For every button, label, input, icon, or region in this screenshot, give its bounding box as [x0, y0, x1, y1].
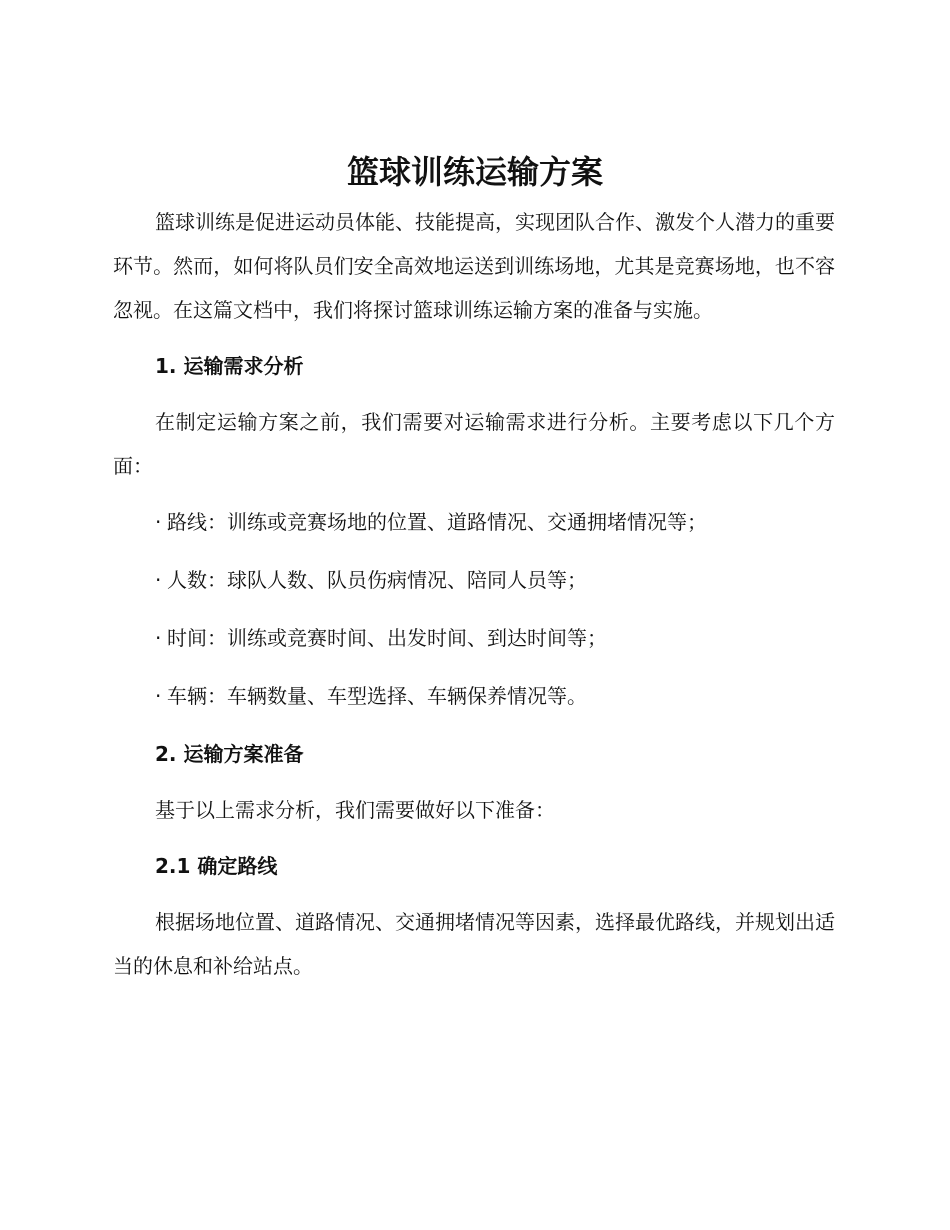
bullet-dot: · — [155, 684, 162, 708]
document-body — [113, 200, 835, 1000]
section-2-paragraph: 基于以上需求分析，我们需要做好以下准备： — [155, 798, 555, 822]
section-1-heading: 1. 运输需求分析 — [155, 354, 304, 378]
section-2-1-heading: 2.1 确定路线 — [155, 854, 278, 878]
bullet-item-route — [155, 500, 835, 544]
document-title: 篮球训练运输方案 — [346, 153, 603, 191]
bullet-item-people — [155, 558, 835, 602]
bullet-dot: · — [155, 510, 162, 534]
bullet-dot: · — [155, 626, 162, 650]
bullet-item-vehicle — [155, 674, 835, 718]
section-1-paragraph: 在制定运输方案之前，我们需要对运输需求进行分析。主要考虑以下几个方面： — [113, 410, 835, 478]
bullet-item-time — [155, 616, 835, 660]
intro-paragraph: 篮球训练是促进运动员体能、技能提高，实现团队合作、激发个人潜力的重要环节。然而，如何将队员们安全高效地运送到训练场地，尤其是竞赛场地，也不容忽视。在这篇文档中，我们将探讨篮球训练运输方案的准备与实施。 — [113, 210, 835, 322]
bullet-dot: · — [155, 568, 162, 592]
bullet-text: 路线：训练或竞赛场地的位置、道路情况、交通拥堵情况等； — [167, 510, 707, 534]
section-2-1-paragraph: 根据场地位置、道路情况、交通拥堵情况等因素，选择最优路线，并规划出适当的休息和补给站点。 — [113, 910, 835, 978]
bullet-text: 时间：训练或竞赛时间、出发时间、到达时间等； — [167, 626, 607, 650]
bullet-text: 人数：球队人数、队员伤病情况、陪同人员等； — [167, 568, 587, 592]
section-2-heading: 2. 运输方案准备 — [155, 742, 304, 766]
bullet-text: 车辆：车辆数量、车型选择、车辆保养情况等。 — [167, 684, 587, 708]
